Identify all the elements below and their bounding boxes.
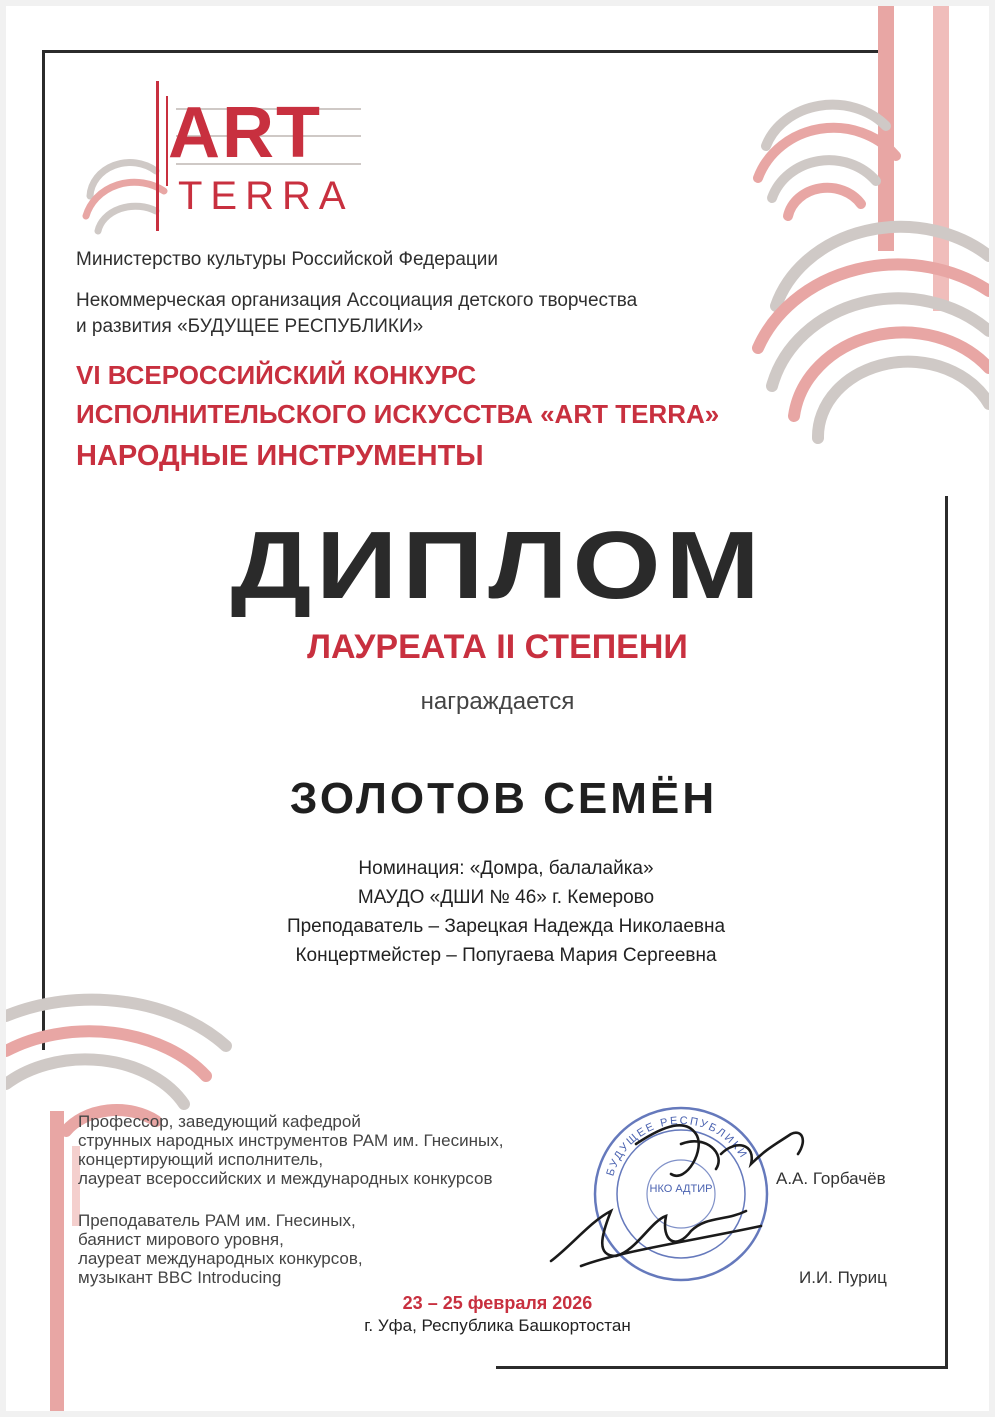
stamp-ring-text: БУДУЩЕЕ РЕСПУБЛИКИ bbox=[604, 1114, 750, 1178]
signatory1-title-line2: струнных народных инструментов РАМ им. Гнесиных, bbox=[78, 1131, 504, 1150]
recipient-name: ЗОЛОТОВ СЕМЁН bbox=[289, 774, 718, 823]
signatory2-title-line2: баянист мирового уровня, bbox=[78, 1230, 284, 1249]
ministry-text: Министерство культуры Российской Федерации bbox=[76, 249, 499, 270]
diploma-page bbox=[6, 6, 989, 1411]
frame-bottom-line bbox=[496, 1366, 948, 1369]
nonprofit-text-line2: и развития «БУДУЩЕЕ РЕСПУБЛИКИ» bbox=[76, 316, 424, 337]
contest-title-line1: VI ВСЕРОССИЙСКИЙ КОНКУРС bbox=[76, 360, 477, 390]
accompanist-text: Концертмейстер – Попугаева Мария Сергеевна bbox=[295, 945, 717, 966]
teacher-text: Преподаватель – Зарецкая Надежда Николаевна bbox=[286, 916, 726, 937]
logo-art-text: ART bbox=[168, 93, 322, 173]
school-text: МАУДО «ДШИ № 46» г. Кемерово bbox=[357, 887, 655, 908]
diploma-degree: ЛАУРЕАТА II СТЕПЕНИ bbox=[307, 628, 688, 666]
nomination-text: Номинация: «Домра, балалайка» bbox=[358, 858, 654, 879]
decor-fingerprint-top-right bbox=[736, 86, 989, 466]
frame-top-line bbox=[42, 50, 882, 53]
diploma-title: ДИПЛОМ bbox=[230, 512, 765, 619]
nonprofit-text-line1: Некоммерческая организация Ассоциация детского творчества bbox=[76, 290, 638, 311]
signatory2-title-line4: музыкант BBC Introducing bbox=[78, 1268, 282, 1287]
signatory1-name: А.А. Горбачёв bbox=[776, 1169, 886, 1188]
signatory2-title-line1: Преподаватель РАМ им. Гнесиных, bbox=[78, 1211, 356, 1230]
logo-terra-text: TERRA bbox=[178, 174, 354, 218]
stamp-center-text: НКО АДТИР bbox=[649, 1183, 713, 1195]
contest-title-line3: НАРОДНЫЕ ИНСТРУМЕНТЫ bbox=[76, 440, 484, 472]
signatory1-title-line4: лауреат всероссийских и международных конкурсов bbox=[78, 1169, 493, 1188]
signatory2-title-line3: лауреат международных конкурсов, bbox=[78, 1249, 363, 1268]
signatory1-title-line3: концертирующий исполнитель, bbox=[78, 1150, 324, 1169]
awarded-text: награждается bbox=[420, 688, 575, 715]
contest-title-line2: ИСПОЛНИТЕЛЬСКОГО ИСКУССТВА «ART TERRA» bbox=[76, 399, 720, 429]
signature-purits bbox=[541, 1196, 771, 1276]
event-place: г. Уфа, Республика Башкортостан bbox=[364, 1316, 631, 1335]
signatory1-title-line1: Профессор, заведующий кафедрой bbox=[78, 1112, 361, 1131]
signatory2-name: И.И. Пуриц bbox=[799, 1268, 887, 1287]
event-dates: 23 – 25 февраля 2026 bbox=[402, 1293, 593, 1313]
